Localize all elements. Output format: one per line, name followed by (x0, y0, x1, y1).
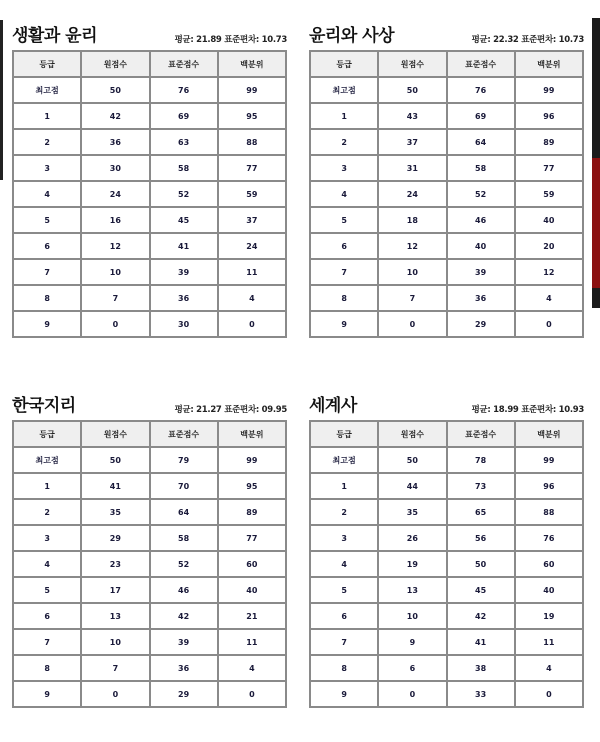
table-row (13, 103, 286, 129)
table-cell: 13 (378, 577, 446, 603)
table-cell: 64 (150, 499, 218, 525)
table-cell: 76 (447, 77, 515, 103)
table-row (310, 285, 583, 311)
table-cell: 95 (218, 473, 286, 499)
table-cell: 6 (378, 655, 446, 681)
grade-cut-table (12, 420, 287, 708)
table-cell: 23 (81, 551, 149, 577)
table-cell: 99 (515, 447, 583, 473)
table-cell: 58 (150, 525, 218, 551)
grade-cut-table (12, 50, 287, 338)
column-header: 원점수 (81, 421, 149, 447)
table-cell: 40 (515, 577, 583, 603)
panel-header (309, 20, 584, 50)
table-cell: 0 (81, 311, 149, 337)
table-row (13, 285, 286, 311)
column-header: 원점수 (378, 421, 446, 447)
table-cell: 58 (150, 155, 218, 181)
ad-image-red-section (592, 158, 600, 288)
column-header: 표준점수 (447, 51, 515, 77)
table-row (310, 155, 583, 181)
subject-title: 한국지리 (12, 396, 76, 416)
table-cell: 50 (81, 447, 149, 473)
grade-cut-table (309, 50, 584, 338)
table-cell: 24 (81, 181, 149, 207)
table-row (310, 629, 583, 655)
table-cell: 60 (515, 551, 583, 577)
table-row (13, 181, 286, 207)
table-cell: 64 (447, 129, 515, 155)
table-row (13, 551, 286, 577)
table-cell: 4 (310, 551, 378, 577)
table-cell: 8 (310, 285, 378, 311)
table-cell: 12 (378, 233, 446, 259)
table-cell: 3 (13, 155, 81, 181)
table-cell: 1 (13, 103, 81, 129)
grade-cut-table (309, 420, 584, 708)
table-cell: 17 (81, 577, 149, 603)
table-cell: 4 (218, 655, 286, 681)
table-cell: 최고점 (310, 447, 378, 473)
table-cell: 99 (218, 447, 286, 473)
table-cell: 8 (13, 285, 81, 311)
table-cell: 37 (218, 207, 286, 233)
table-cell: 39 (150, 629, 218, 655)
column-header: 표준점수 (150, 421, 218, 447)
table-cell: 41 (81, 473, 149, 499)
table-cell: 63 (150, 129, 218, 155)
table-cell: 40 (218, 577, 286, 603)
table-row (310, 681, 583, 707)
table-cell: 1 (13, 473, 81, 499)
panel-world-history (309, 390, 584, 708)
table-cell: 7 (81, 655, 149, 681)
table-cell: 7 (310, 259, 378, 285)
table-cell: 96 (515, 103, 583, 129)
table-row (310, 447, 583, 473)
table-cell: 12 (81, 233, 149, 259)
table-cell: 29 (81, 525, 149, 551)
table-cell: 최고점 (13, 447, 81, 473)
table-cell: 4 (515, 655, 583, 681)
table-cell: 45 (447, 577, 515, 603)
table-row (310, 181, 583, 207)
table-cell: 73 (447, 473, 515, 499)
table-row (310, 525, 583, 551)
table-row (13, 129, 286, 155)
panel-header (12, 20, 287, 50)
table-cell: 11 (515, 629, 583, 655)
table-cell: 46 (150, 577, 218, 603)
table-cell: 44 (378, 473, 446, 499)
table-cell: 19 (378, 551, 446, 577)
table-row (310, 655, 583, 681)
column-header: 원점수 (378, 51, 446, 77)
subject-title: 세계사 (309, 396, 357, 416)
table-cell: 10 (378, 259, 446, 285)
column-header: 백분위 (218, 421, 286, 447)
table-row (13, 447, 286, 473)
table-cell: 4 (218, 285, 286, 311)
table-row (310, 207, 583, 233)
table-header-row (13, 51, 286, 77)
table-cell: 18 (378, 207, 446, 233)
subject-stats: 평균: 21.89 표준편차: 10.73 (174, 35, 287, 45)
table-cell: 77 (218, 525, 286, 551)
table-row (13, 681, 286, 707)
table-row (13, 655, 286, 681)
table-cell: 19 (515, 603, 583, 629)
table-cell: 50 (447, 551, 515, 577)
table-cell: 69 (150, 103, 218, 129)
table-cell: 56 (447, 525, 515, 551)
table-cell: 7 (13, 259, 81, 285)
table-cell: 12 (515, 259, 583, 285)
table-cell: 4 (310, 181, 378, 207)
side-advertisement-image (592, 18, 600, 308)
table-cell: 59 (218, 181, 286, 207)
table-cell: 37 (378, 129, 446, 155)
table-cell: 7 (378, 285, 446, 311)
table-cell: 35 (81, 499, 149, 525)
table-cell: 42 (447, 603, 515, 629)
table-cell: 39 (150, 259, 218, 285)
table-cell: 45 (150, 207, 218, 233)
table-cell: 52 (447, 181, 515, 207)
table-row (13, 155, 286, 181)
table-cell: 11 (218, 259, 286, 285)
column-header: 등급 (310, 51, 378, 77)
table-row (13, 77, 286, 103)
table-cell: 0 (218, 681, 286, 707)
column-header: 백분위 (515, 51, 583, 77)
table-cell: 3 (310, 155, 378, 181)
table-row (310, 259, 583, 285)
table-cell: 6 (310, 603, 378, 629)
column-header: 표준점수 (447, 421, 515, 447)
left-edge-divider (0, 20, 3, 180)
table-cell: 38 (447, 655, 515, 681)
table-cell: 99 (515, 77, 583, 103)
column-header: 등급 (310, 421, 378, 447)
table-cell: 2 (310, 129, 378, 155)
table-cell: 43 (378, 103, 446, 129)
table-cell: 95 (218, 103, 286, 129)
table-cell: 76 (150, 77, 218, 103)
table-cell: 40 (515, 207, 583, 233)
table-cell: 50 (378, 77, 446, 103)
table-cell: 8 (310, 655, 378, 681)
table-cell: 21 (218, 603, 286, 629)
table-cell: 7 (13, 629, 81, 655)
table-cell: 35 (378, 499, 446, 525)
table-row (13, 233, 286, 259)
table-cell: 0 (515, 681, 583, 707)
panel-life-ethics (12, 20, 287, 338)
table-cell: 69 (447, 103, 515, 129)
table-cell: 10 (81, 259, 149, 285)
subject-title: 생활과 윤리 (12, 26, 98, 46)
table-row (310, 77, 583, 103)
table-row (13, 311, 286, 337)
table-cell: 33 (447, 681, 515, 707)
table-cell: 42 (81, 103, 149, 129)
table-row (310, 577, 583, 603)
table-cell: 16 (81, 207, 149, 233)
table-cell: 0 (378, 311, 446, 337)
table-row (310, 103, 583, 129)
table-cell: 5 (310, 577, 378, 603)
column-header: 등급 (13, 51, 81, 77)
table-cell: 89 (218, 499, 286, 525)
table-row (310, 499, 583, 525)
table-cell: 65 (447, 499, 515, 525)
table-cell: 2 (13, 129, 81, 155)
table-cell: 79 (150, 447, 218, 473)
table-cell: 39 (447, 259, 515, 285)
table-cell: 2 (13, 499, 81, 525)
column-header: 표준점수 (150, 51, 218, 77)
table-row (13, 207, 286, 233)
column-header: 등급 (13, 421, 81, 447)
table-cell: 4 (13, 181, 81, 207)
table-cell: 29 (150, 681, 218, 707)
table-cell: 30 (81, 155, 149, 181)
table-cell: 76 (515, 525, 583, 551)
table-cell: 0 (218, 311, 286, 337)
table-cell: 최고점 (13, 77, 81, 103)
table-cell: 9 (13, 311, 81, 337)
table-cell: 89 (515, 129, 583, 155)
table-row (13, 473, 286, 499)
table-cell: 41 (447, 629, 515, 655)
table-cell: 70 (150, 473, 218, 499)
table-cell: 6 (13, 233, 81, 259)
table-cell: 50 (81, 77, 149, 103)
table-cell: 52 (150, 551, 218, 577)
table-cell: 26 (378, 525, 446, 551)
table-cell: 42 (150, 603, 218, 629)
table-cell: 0 (515, 311, 583, 337)
table-cell: 5 (310, 207, 378, 233)
table-cell: 9 (310, 311, 378, 337)
table-cell: 50 (378, 447, 446, 473)
table-cell: 24 (378, 181, 446, 207)
table-cell: 88 (515, 499, 583, 525)
table-header-row (13, 421, 286, 447)
table-row (310, 603, 583, 629)
table-cell: 78 (447, 447, 515, 473)
table-row (310, 551, 583, 577)
table-header-row (310, 421, 583, 447)
table-cell: 52 (150, 181, 218, 207)
table-cell: 4 (515, 285, 583, 311)
table-cell: 9 (13, 681, 81, 707)
table-row (310, 129, 583, 155)
table-cell: 60 (218, 551, 286, 577)
column-header: 원점수 (81, 51, 149, 77)
panel-ethics-thought (309, 20, 584, 338)
table-cell: 59 (515, 181, 583, 207)
table-cell: 24 (218, 233, 286, 259)
panel-header (309, 390, 584, 420)
table-cell: 5 (13, 207, 81, 233)
table-row (310, 311, 583, 337)
table-cell: 0 (81, 681, 149, 707)
table-row (13, 603, 286, 629)
column-header: 백분위 (218, 51, 286, 77)
panel-korean-geography (12, 390, 287, 708)
table-cell: 10 (81, 629, 149, 655)
table-cell: 9 (310, 681, 378, 707)
table-row (13, 525, 286, 551)
table-cell: 최고점 (310, 77, 378, 103)
table-cell: 7 (81, 285, 149, 311)
table-cell: 11 (218, 629, 286, 655)
table-cell: 2 (310, 499, 378, 525)
table-cell: 77 (218, 155, 286, 181)
table-cell: 0 (378, 681, 446, 707)
table-header-row (310, 51, 583, 77)
column-header: 백분위 (515, 421, 583, 447)
table-cell: 88 (218, 129, 286, 155)
subject-stats: 평균: 22.32 표준편차: 10.73 (471, 35, 584, 45)
subject-title: 윤리와 사상 (309, 26, 395, 46)
table-cell: 29 (447, 311, 515, 337)
table-cell: 8 (13, 655, 81, 681)
table-cell: 77 (515, 155, 583, 181)
panel-header (12, 390, 287, 420)
table-cell: 99 (218, 77, 286, 103)
subject-stats: 평균: 21.27 표준편차: 09.95 (174, 405, 287, 415)
table-cell: 40 (447, 233, 515, 259)
table-cell: 36 (150, 655, 218, 681)
table-cell: 6 (13, 603, 81, 629)
table-cell: 36 (150, 285, 218, 311)
subject-stats: 평균: 18.99 표준편차: 10.93 (471, 405, 584, 415)
table-row (310, 473, 583, 499)
table-cell: 36 (81, 129, 149, 155)
table-cell: 36 (447, 285, 515, 311)
table-cell: 4 (13, 551, 81, 577)
table-cell: 7 (310, 629, 378, 655)
table-row (310, 233, 583, 259)
table-row (13, 499, 286, 525)
table-cell: 3 (310, 525, 378, 551)
table-row (13, 629, 286, 655)
table-cell: 5 (13, 577, 81, 603)
table-cell: 46 (447, 207, 515, 233)
table-cell: 6 (310, 233, 378, 259)
table-cell: 3 (13, 525, 81, 551)
table-cell: 13 (81, 603, 149, 629)
table-cell: 20 (515, 233, 583, 259)
table-cell: 41 (150, 233, 218, 259)
table-cell: 31 (378, 155, 446, 181)
table-row (13, 259, 286, 285)
table-cell: 96 (515, 473, 583, 499)
table-cell: 1 (310, 103, 378, 129)
table-cell: 1 (310, 473, 378, 499)
table-cell: 10 (378, 603, 446, 629)
table-cell: 30 (150, 311, 218, 337)
table-cell: 58 (447, 155, 515, 181)
table-row (13, 577, 286, 603)
table-cell: 9 (378, 629, 446, 655)
